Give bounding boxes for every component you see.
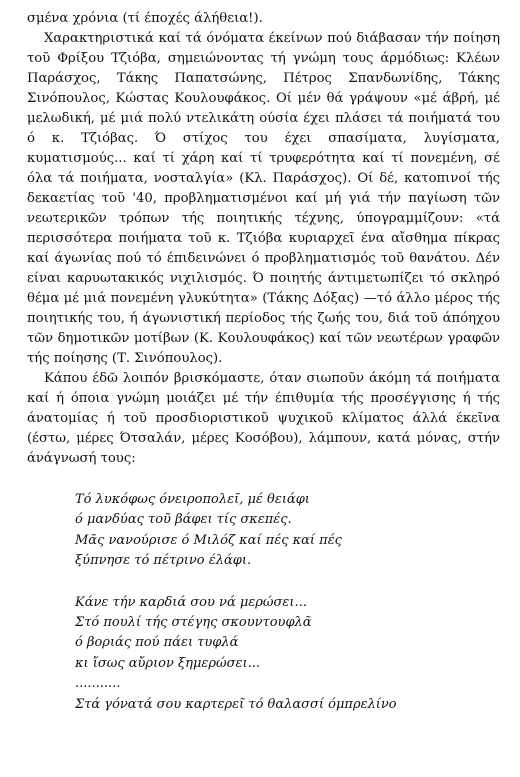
- poem-line: Τό λυκόφως όνειροπολεῖ, μέ θειάφι: [75, 492, 310, 507]
- poem-line: Στό πουλί τής στέγης σκουντουφλᾶ: [75, 615, 312, 631]
- poem-stanza-1: [75, 490, 500, 572]
- paragraph-critics: Χαρακτηριστικά καί τά όνόματα έκείνων πού διάβασαν τήν ποίηση τοῦ Φρίξου Τζιόβα, σημειώνοντας τή γνώμη τους άρμόδιως: Κλέων Παράσχος, Τάκης Παπατσώνης, Πέτρος Σπανδωνίδης, Τάκης Σινόπουλος, Κώστας Κουλουφάκος. Οί μέν θά γράψουν «μέ άβρή, μέ μελωδική, μέ μιά πολύ ντελικάτη ούσία έχει πλάσει τά ποιήματά του ό κ. Τζιόβας. Ό στίχος του έχει σπασίματα, λυγίσματα, κυματισμούς... καί τί χάρη καί τί τρυφερότητα καί τί πονεμένη, σέ όλα τά ποιήματα, νοσταλγία» (Κλ. Παράσχος). Οί δέ, κατοπινοί τής δεκαετίας τοῦ '40, προβληματισμένοι καί μή γιά τήν παγίωση τῶν νεωτερικῶν τρόπων τής ποιητικής τέχνης, ύπογραμμίζουν: «τά περισσότερα ποιήματα τοῦ κ. Τζιόβα κυριαρχεῖ ένα αἴσθημα πίκρας καί άγωνίας πού τό έπιδεινώνει ό προβληματισμός τοῦ θανάτου. Δέν είναι καρυωτακικός νιχιλισμός. Ό ποιητής άντιμετωπίζει τό σκληρό θέμα μέ μιά πονεμένη γλυκύτητα» (Τάκης Δόξας) —τό άλλο μέρος τής ποιητικής του, ή άγωνιστική περίοδος τής ζωής του, διά τοῦ άπόηχου τῶν δημοτικῶν μοτίβων (Κ. Κουλουφάκος) καί τῶν νεωτέρων γραφῶν τής ποίησης (Τ. Σινόπουλος).: [27, 31, 500, 366]
- poem-line: Στά γόνατά σου καρτερεῖ τό θαλασσί όμπρελίνο: [75, 696, 397, 712]
- poem-line: ξύπνησε τό πέτρινο έλάφι.: [75, 553, 252, 569]
- poem-line: κι ἴσως αὔριον ξημερώσει...: [75, 655, 260, 671]
- poem-line: Μᾶς νανούρισε ό Μιλόζ καί πές καί πές: [75, 532, 342, 548]
- prose-body: [27, 9, 500, 469]
- paragraph-intro-poem: Κάπου έδῶ λοιπόν βρισκόμαστε, όταν σιωποῦν άκόμη τά ποιήματα καί ή όποια γνώμη μοιάζει μέ τήν έπιθυμία τής προσέγγισης ή τής άνατομίας ή τοῦ προσδιοριστικοῦ ψυχικοῦ κλίματος άλλά έκεῖνα (έστω, μέρες Ότσαλάν, μέρες Κοσόβου), λάμπουν, κατά μόνας, στήν άνάγνωσή τους:: [27, 371, 500, 466]
- poem-line: Κάνε τήν καρδιά σου νά μερώσει...: [75, 594, 307, 610]
- poem-line: ό μανδύας τοῦ βάφει τίς σκεπές.: [75, 512, 292, 528]
- poem-quote: [75, 490, 500, 715]
- poem-ellipsis: ...........: [75, 676, 121, 692]
- poem-line: ό βοριάς πού πάει τυφλά: [75, 635, 239, 651]
- paragraph-continuation: σμένα χρόνια (τί έποχές άλήθεια!).: [27, 11, 263, 26]
- poem-stanza-2: [75, 593, 500, 715]
